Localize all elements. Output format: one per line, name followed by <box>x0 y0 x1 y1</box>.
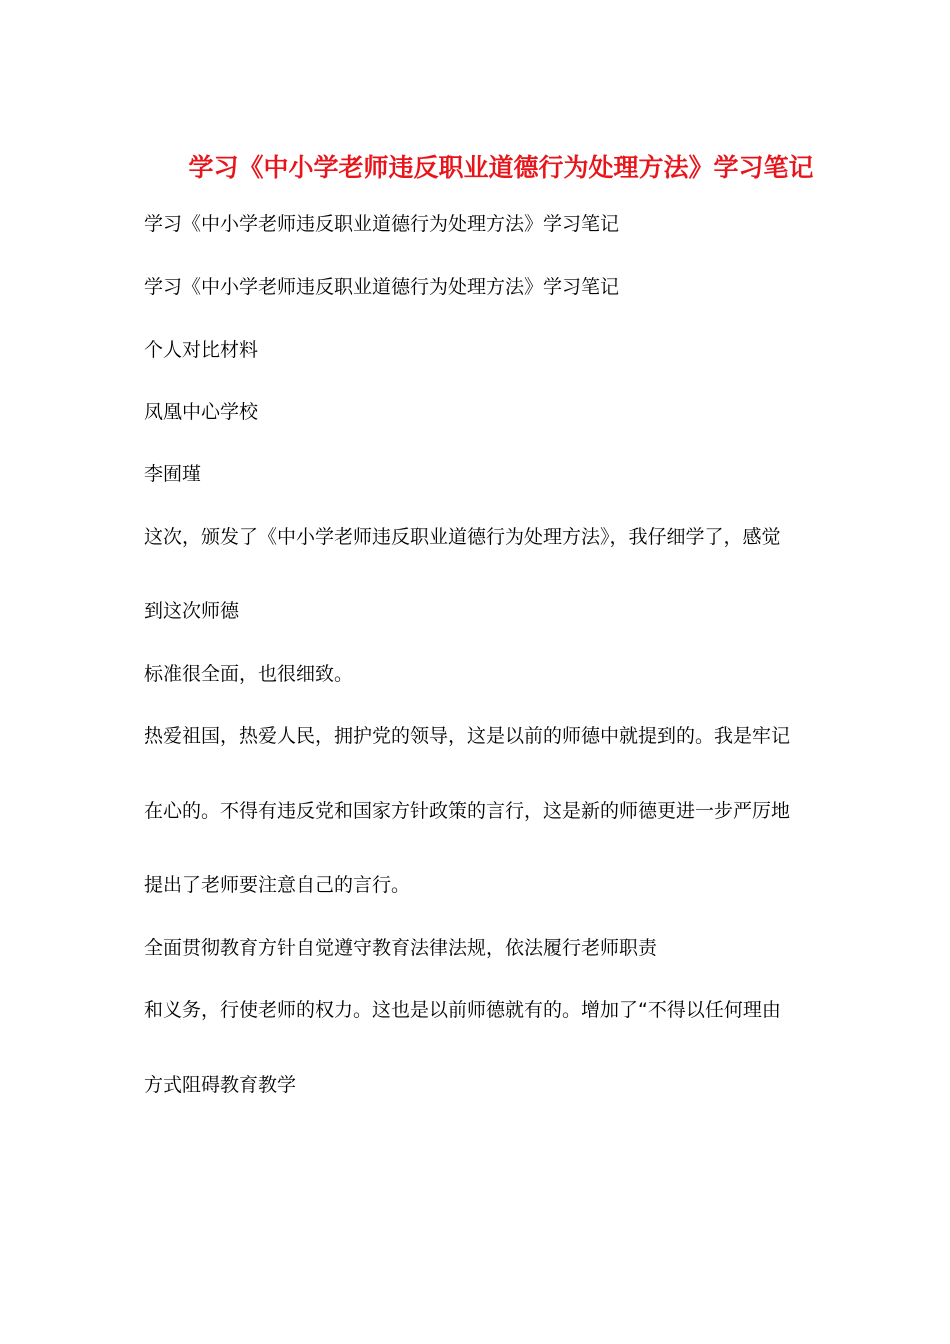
body-line: 个人对比材料 <box>144 339 259 361</box>
body-line: 到这次师德 <box>144 600 240 622</box>
document-title: 学习《中小学老师违反职业道德行为处理方法》学习笔记 <box>188 153 814 182</box>
body-line: 和义务，行使老师的权力。这也是以前师德就有的。增加了“不得以任何理由 <box>144 999 781 1021</box>
body-line: 在心的。不得有违反党和国家方针政策的言行，这是新的师德更进一步严厉地 <box>144 800 791 822</box>
body-line: 标准很全面，也很细致。 <box>144 663 354 685</box>
body-line: 李囿瑾 <box>144 463 202 485</box>
body-line: 凤凰中心学校 <box>144 401 259 423</box>
body-line: 这次，颁发了《中小学老师违反职业道德行为处理方法》，我仔细学了，感觉 <box>144 526 781 548</box>
body-line: 方式阻碍教育教学 <box>144 1074 297 1096</box>
body-line: 提出了老师要注意自己的言行。 <box>144 874 411 896</box>
body-line: 学习《中小学老师违反职业道德行为处理方法》学习笔记 <box>144 213 620 235</box>
body-line: 热爱祖国，热爱人民，拥护党的领导，这是以前的师德中就提到的。我是牢记 <box>144 725 791 747</box>
body-line: 全面贯彻教育方针自觉遵守教育法律法规，依法履行老师职责 <box>144 937 658 959</box>
body-line: 学习《中小学老师违反职业道德行为处理方法》学习笔记 <box>144 276 620 298</box>
